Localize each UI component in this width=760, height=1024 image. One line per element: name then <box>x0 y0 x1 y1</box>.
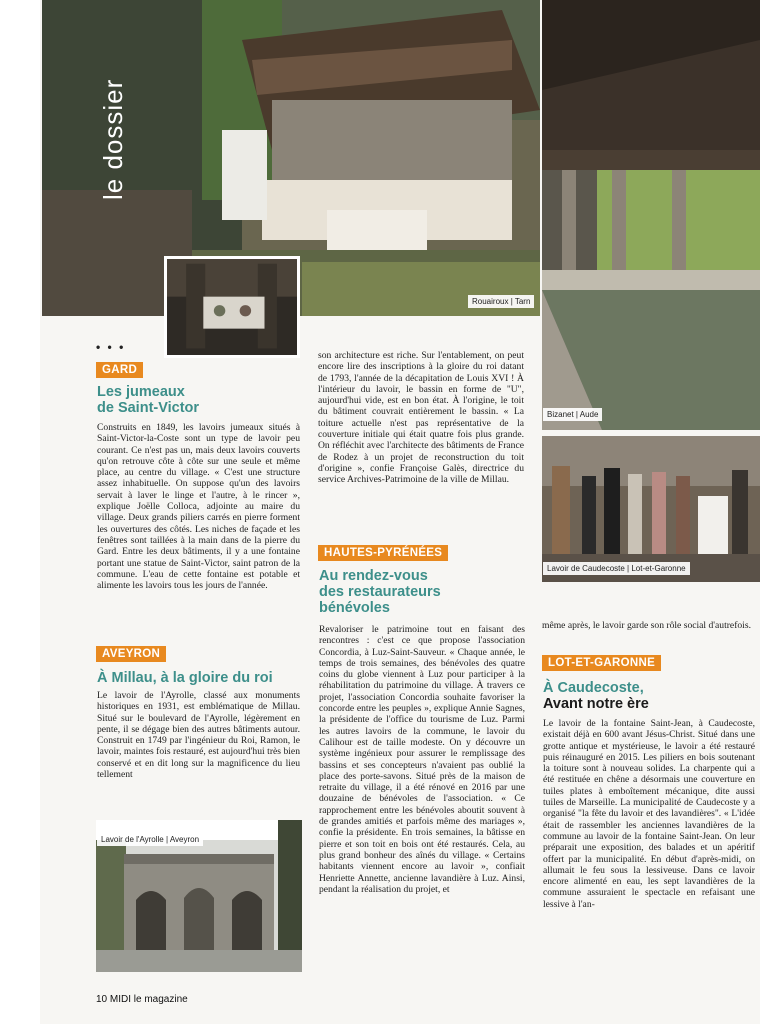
lot-title-line2: Avant notre ère <box>543 696 649 712</box>
photo-caudecoste <box>542 436 760 582</box>
gard-body: Construits en 1849, les lavoirs jumeaux situés à Saint-Victor-la-Coste sont un type de lavoir peu courant. Ce n'est pas un, mais deux lavoirs couverts qu'on retrouve côte à côte sur une seule et même place, au centre du village. « C'est une structure assez inhabituelle. On suppose qu'un des lavoirs servait à laver le linge et l'autre, à le rincer », explique Joëlle Colloca, adjointe au maire du village. Deux grands piliers carrés en pierre forment les ouvertures des côtés. Les niches de façade et les fenêtres sont taillées à la main dans de la pierre du Gard. Entre les deux bâtiments, il y a une fontaine portant une statue de Saint-Victor, saint patron de la commune. L'eau de cette fontaine est potable et alimente les lavoirs tous les jours de l'année. <box>97 422 300 592</box>
aveyron-body: Le lavoir de l'Ayrolle, classé aux monuments historiques en 1931, est emblématique de Millau. Situé sur le boulevard de l'Ayrolle, légèrement en pente, il se dégage bien des autres bâtiments autour. Construit en 1749 par l'ingénieur du Roi, Ramon, le lavoir, maintes fois restauré, est aujourd'hui très bien conservé et en dit long sur la magnificence du lieu tellement <box>97 690 300 781</box>
gard-title-line1: Les jumeaux <box>97 384 185 400</box>
pyrenees-title-line2: des restaurateurs <box>319 584 441 600</box>
tag-lot-et-garonne: LOT-ET-GARONNE <box>542 655 661 671</box>
pyrenees-title <box>319 568 525 616</box>
tag-hautes-pyrenees: HAUTES-PYRÉNÉES <box>318 545 448 561</box>
caption-bizanet: Bizanet | Aude <box>543 408 602 421</box>
pyrenees-body: Revaloriser le patrimoine tout en faisant des rencontres : c'est ce que propose l'association Concordia, à Luz-Saint-Sauveur. « Chaque année, le temps de trois semaines, des bénévoles des quatre coins du globe viennent à Luz pour participer à la réhabilitation du patrimoine du village. À travers ce projet, l'association Concordia souhaite favoriser la concorde entre les peuples », explique Annie Sagnes, la présidente de l'office du tourisme de Luz. Parmi les autres lavoirs de la commune, le lavoir du Calihour est de taille modeste. On y découvre un système ingénieux pour assurer le remplissage des bassins et ses concepteurs n'avaient pas oublié la place des porte-savons. Situé près de la maison de retraite du village, il a été rénové en 2016 par une douzaine de bénévoles de l'association. « Ce rapprochement entre les bénévoles aboutit souvent à de grandes amitiés et parfois même des mariages », confie la présidente. En trois semaines, la bâtisse en pierre et son toit en bois ont été restaurés. Cela, au plus grand bonheur des aînés du village. « Certains habitants viennent encore au lavoir », confiait Henriette Annette, ancienne lavandière à Luz. Ainsi, pendant la réalisation du projet, et <box>319 624 525 895</box>
lot-title-line1: À Caudecoste, <box>543 680 644 696</box>
lot-body: Le lavoir de la fontaine Saint-Jean, à Caudecoste, existait déjà en 600 avant Jésus-Christ. Situé dans une grotte antique et mystérieuse, le lavoir a été restauré puis réinauguré en 2015. Les piliers en bois soutenant la toiture sont à nouveau solides. La charpente qui a été restituée en chêne a désormais une couverture en tuiles plates à emboîtement mécanique, dite aussi tuiles de Marseille. La municipalité de Caudecoste y a organisé "la fête du lavoir et des lavandières". « L'idée était de rassembler les anciennes lavandières de la commune au lavoir de la fontaine Saint-Jean. On leur préparait une exposition, des balades et un apéritif offert par la municipalité. En début d'après-midi, on allumait le feu sous la lessiveuse. Dans ce lavoir encore alimenté en eau, les sept lavandières de la commune assuraient le spectacle en refaisant une lessive à l'an- <box>543 718 755 910</box>
photo-bizanet <box>542 0 760 430</box>
aveyron-title: À Millau, à la gloire du roi <box>97 670 273 686</box>
pyrenees-body-continued: même après, le lavoir garde son rôle social d'autrefois. <box>542 620 751 631</box>
gard-title-line2: de Saint-Victor <box>97 400 200 416</box>
pyrenees-title-line1: Au rendez-vous <box>319 568 428 584</box>
aveyron-body-continued: son architecture est riche. Sur l'entablement, on peut encore lire des inscriptions à la gloire du roi datant de 1793, l'année de la décapitation de Louis XVI ! À l'intérieur du lavoir, le bassin en forme de "U", aujourd'hui vide, est en bon état. À l'origine, le toit du bâtiment couvrait entièrement le bassin. « La toiture actuelle n'est pas représentative de la couverture initiale qui était quatre fois plus grande. On réfléchit avec l'architecte des bâtiments de France de Rodez à un projet de reconstruction du toit d'origine », confie Françoise Galès, directrice du service Archives-Patrimoine de la ville de Millau. <box>318 350 524 486</box>
tag-gard: GARD <box>96 362 143 378</box>
photo-inset-sign <box>164 256 300 358</box>
caption-rouairoux: Rouairoux | Tarn <box>468 295 534 308</box>
caption-ayrolle: Lavoir de l'Ayrolle | Aveyron <box>97 833 203 846</box>
tag-aveyron: AVEYRON <box>96 646 166 662</box>
gard-title <box>97 384 307 416</box>
section-label: le dossier <box>98 78 128 200</box>
caption-caudecoste: Lavoir de Caudecoste | Lot-et-Garonne <box>543 562 690 575</box>
lot-title <box>543 680 755 712</box>
page-footer: 10 MIDI le magazine <box>96 994 188 1005</box>
section-dots: • • • <box>96 340 126 354</box>
pyrenees-title-line3: bénévoles <box>319 600 390 616</box>
magazine-page <box>40 0 760 1024</box>
